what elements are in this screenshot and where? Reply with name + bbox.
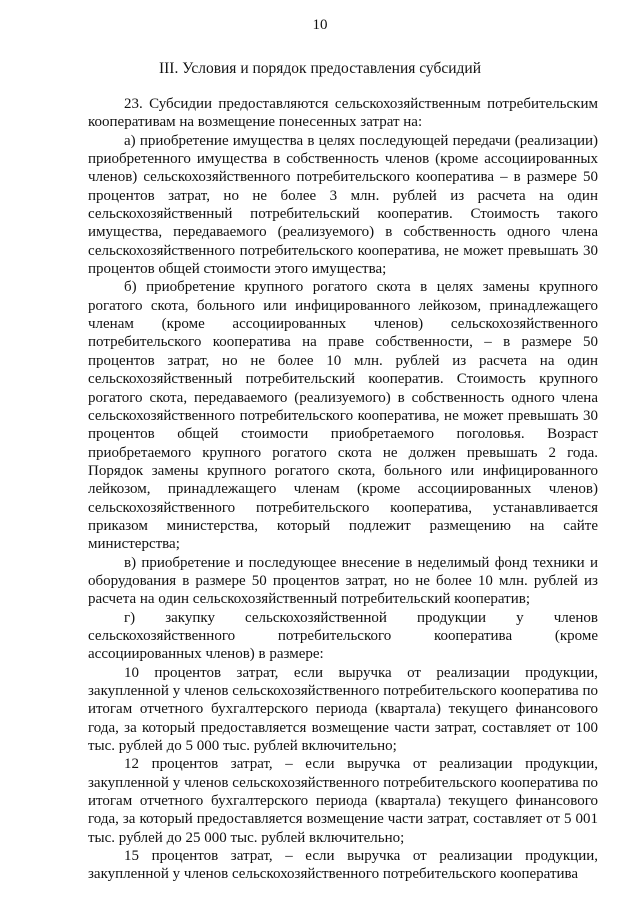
paragraph-item-g: г) закупку сельскохозяйственной продукции у членов сельскохозяйственного потребительского кооператива (кроме ассоциированных членов) в размере: [88, 609, 598, 663]
paragraph-rate-15: 15 процентов затрат, – если выручка от реализации продукции, закупленной у членов сельскохозяйственного потребительского кооператива [88, 848, 598, 883]
paragraph-item-v: в) приобретение и последующее внесение в неделимый фонд техники и оборудования в размере 50 процентов затрат, но не более 10 млн. рублей из расчета на один сельскохозяйственный потребительский кооператив; [88, 554, 598, 608]
paragraph-item-a: а) приобретение имущества в целях последующей передачи (реализации) приобретенного имущества в собственность членов (кроме ассоциированных членов) сельскохозяйственного потребительского кооператива – в размере 50 процентов затрат, но не более 3 млн. рублей из расчета на один сельскохозяйственный потребительский кооператив. Стоимость такого имущества, передаваемого (реализуемого) в собственность одного члена сельскохозяйственного потребительского кооператива, не может превышать 30 процентов общей стоимости этого имущества; [88, 132, 598, 278]
paragraph-rate-12: 12 процентов затрат, – если выручка от реализации продукции, закупленной у членов сельскохозяйственного потребительского кооператива по итогам отчетного бухгалтерского периода (квартала) текущего финансового года, за который предоставляется возмещение части затрат, составляет от 5 001 тыс. рублей до 25 000 тыс. рублей включительно; [88, 756, 598, 846]
paragraph-23-intro: 23. Субсидии предоставляются сельскохозяйственным потребительским кооперативам на возмещение понесенных затрат на: [88, 96, 598, 131]
page-number: 10 [312, 17, 328, 33]
paragraph-rate-10: 10 процентов затрат, если выручка от реализации продукции, закупленной у членов сельскохозяйственного потребительского кооператива по итогам отчетного бухгалтерского периода (квартала) текущего финансового года, за который предоставляется возмещение части затрат, составляет от 100 тыс. рублей до 5 000 тыс. рублей включительно; [88, 664, 598, 755]
document-body [88, 95, 598, 884]
paragraph-item-b: б) приобретение крупного рогатого скота в целях замены крупного рогатого скота, больного или инфицированного лейкозом, принадлежащего членам (кроме ассоциированных членов) сельскохозяйственного потребительского кооператива на праве собственности, – в размере 50 процентов затрат, но не более 10 млн. рублей из расчета на один сельскохозяйственный потребительский кооператив. Стоимость крупного рогатого скота, передаваемого (реализуемого) в собственность одного члена сельскохозяйственного потребительского кооператива, не может превышать 30 процентов общей стоимости приобретаемого поголовья. Возраст приобретаемого крупного рогатого скота не должен превышать 2 года. Порядок замены крупного рогатого скота, больного или инфицированного лейкозом, принадлежащего членам (кроме ассоциированных членов) сельскохозяйственного потребительского кооператива, устанавливается приказом министерства, который подлежит размещению на сайте министерства; [88, 279, 598, 553]
section-title: III. Условия и порядок предоставления субсидий [158, 60, 481, 77]
